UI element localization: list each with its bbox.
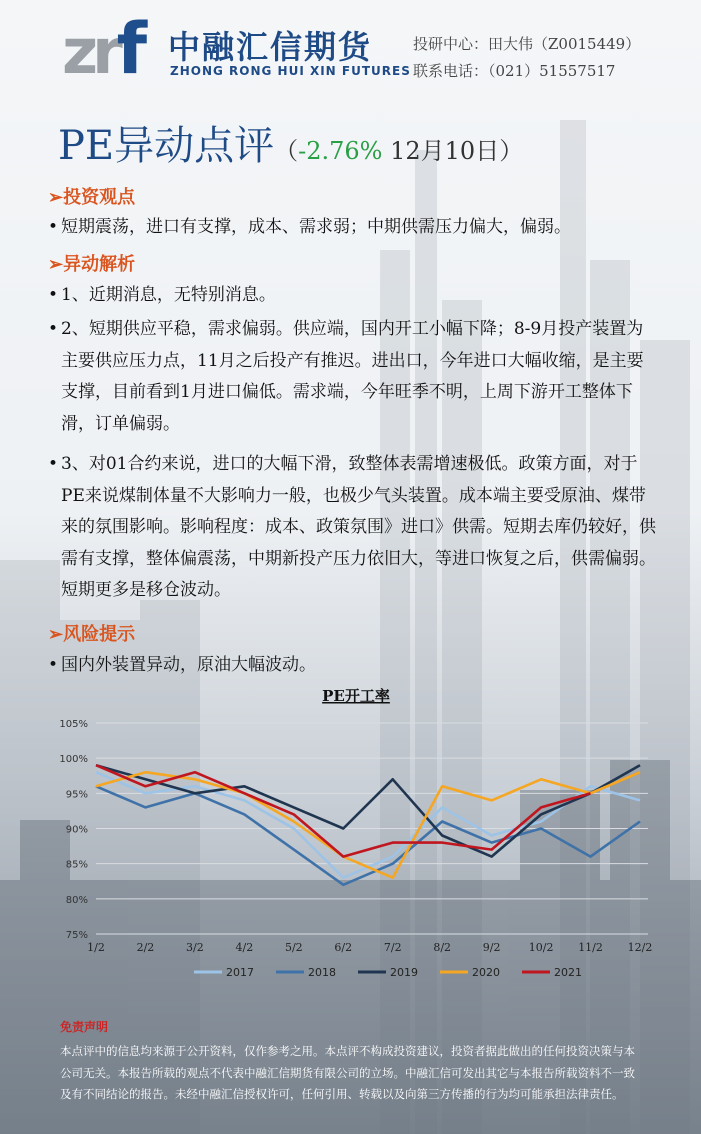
analysis-text-3: 3、对01合约来说，进口的大幅下滑，致整体表需增速极低。政策方面，对于PE来说煤制体量不大影响力一般，也极少气头装置。成本端主要受原油、煤带来的氛围影响。影响程度：成本、政策氛围》进口》供需。短期去库仍较好，供需有支撑，整体偏震荡，中期新投产压力依旧大，等进口恢复之后，供需偏弱。短期更多是移仓波动。 bbox=[61, 454, 656, 600]
analysis-text-1: 1、近期消息，无特别消息。 bbox=[61, 285, 276, 305]
bullet-glyph: • bbox=[48, 655, 59, 675]
company-name-en: ZHONG RONG HUI XIN FUTURES bbox=[170, 64, 411, 78]
logo-mark-zr: zr bbox=[62, 15, 117, 88]
bullet-glyph: • bbox=[48, 217, 59, 237]
pe-operating-rate-chart bbox=[56, 680, 656, 990]
x-tick-label: 3/2 bbox=[186, 941, 204, 954]
legend-label-2019: 2019 bbox=[390, 966, 418, 979]
contact-researcher: 投研中心：田大伟（Z0015449） bbox=[413, 35, 641, 53]
risk-text: 国内外装置异动，原油大幅波动。 bbox=[61, 655, 316, 675]
y-tick-label: 75% bbox=[65, 930, 88, 941]
view-text: 短期震荡，进口有支撑，成本、需求弱；中期供需压力偏大，偏弱。 bbox=[61, 217, 571, 237]
bullet-glyph: • bbox=[48, 319, 59, 339]
view-bullet bbox=[48, 212, 658, 244]
x-tick-label: 4/2 bbox=[235, 941, 254, 954]
section-heading-analysis: ➢异动解析 bbox=[48, 254, 136, 275]
x-tick-label: 7/2 bbox=[383, 941, 402, 954]
analysis-bullet-1 bbox=[48, 280, 658, 312]
x-tick-label: 2/2 bbox=[136, 941, 155, 954]
section-heading-view: ➢投资观点 bbox=[48, 187, 136, 208]
analysis-bullet-3 bbox=[48, 449, 658, 607]
legend-label-2020: 2020 bbox=[472, 966, 500, 979]
company-logo-mark bbox=[62, 8, 142, 90]
y-tick-label: 80% bbox=[65, 894, 88, 906]
disclaimer-text: 本点评中的信息均来源于公开资料，仅作参考之用。本点评不构成投资建议，投资者据此做出的任何投资决策与本公司无关。本报告所载的观点不代表中融汇信期货有限公司的立场。中融汇信可发出其它与本报告所载资料不一致及有不同结论的报告。未经中融汇信授权许可，任何引用、转载以及向第三方传播的行为均可能承担法律责任。 bbox=[60, 1044, 635, 1101]
risk-bullet bbox=[48, 650, 658, 682]
contact-phone: 联系电话：（021）51557517 bbox=[413, 62, 616, 80]
x-tick-label: 8/2 bbox=[433, 941, 452, 954]
title-date: 12月10日） bbox=[382, 137, 524, 165]
logo-mark-f: f bbox=[116, 8, 142, 90]
y-tick-label: 100% bbox=[59, 754, 88, 766]
title-main: PE异动点评 bbox=[58, 123, 275, 169]
company-name-cn: 中融汇信期货 bbox=[168, 28, 373, 66]
title-paren-open: （ bbox=[274, 137, 299, 165]
y-tick-label: 90% bbox=[65, 824, 88, 836]
y-tick-label: 105% bbox=[59, 719, 88, 730]
series-line-2018 bbox=[96, 786, 640, 885]
series-line-2021 bbox=[96, 765, 591, 856]
x-tick-label: 11/2 bbox=[578, 941, 603, 954]
x-tick-label: 9/2 bbox=[482, 941, 501, 954]
legend-label-2021: 2021 bbox=[554, 966, 582, 979]
legend-label-2017: 2017 bbox=[226, 966, 254, 979]
chart-svg bbox=[56, 680, 656, 990]
x-tick-label: 1/2 bbox=[87, 941, 105, 954]
y-tick-label: 95% bbox=[65, 789, 88, 801]
x-tick-label: 5/2 bbox=[284, 941, 303, 954]
y-tick-label: 85% bbox=[65, 859, 88, 871]
title-change-percent: -2.76% bbox=[298, 137, 383, 165]
series-line-2019 bbox=[96, 765, 640, 856]
section-heading-risk: ➢风险提示 bbox=[48, 624, 136, 645]
bullet-glyph: • bbox=[48, 285, 59, 305]
analysis-bullet-2 bbox=[48, 314, 658, 440]
page-title bbox=[58, 114, 523, 171]
x-tick-label: 10/2 bbox=[528, 941, 554, 954]
chart-title: PE开工率 bbox=[322, 687, 390, 705]
disclaimer-title: 免责声明 bbox=[60, 1020, 109, 1034]
analysis-text-2: 2、短期供应平稳，需求偏弱。供应端，国内开工小幅下降；8-9月投产装置为主要供应压力点，11月之后投产有推迟。进出口，今年进口大幅收缩，是主要支撑，目前看到1月进口偏低。需求端，今年旺季不明，上周下游开工整体下滑，订单偏弱。 bbox=[61, 319, 644, 434]
x-tick-label: 6/2 bbox=[334, 941, 353, 954]
bullet-glyph: • bbox=[48, 454, 59, 474]
x-tick-label: 12/2 bbox=[627, 941, 653, 954]
legend-label-2018: 2018 bbox=[308, 966, 336, 979]
